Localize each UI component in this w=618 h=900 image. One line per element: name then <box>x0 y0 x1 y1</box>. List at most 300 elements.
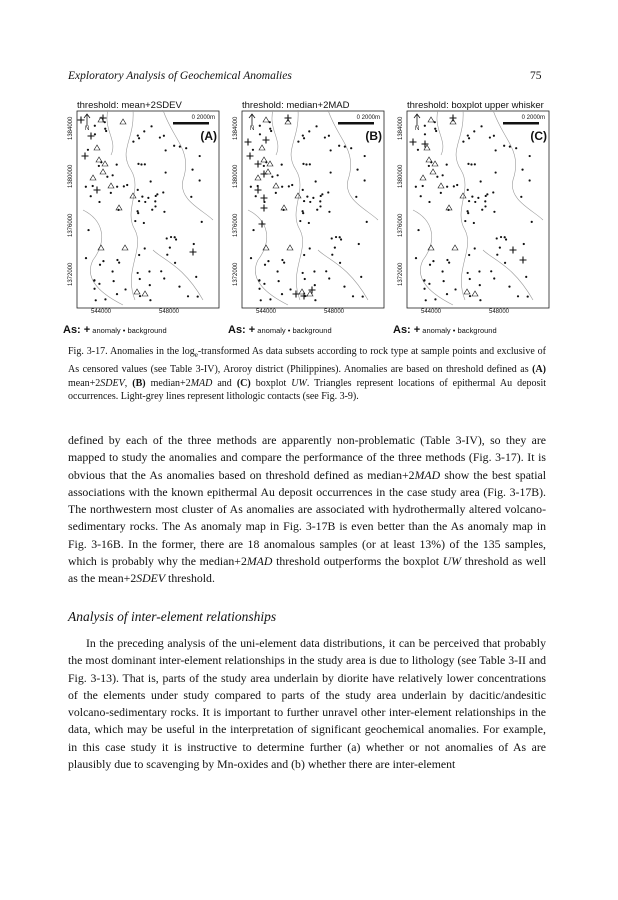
background-sample <box>302 189 304 191</box>
background-sample <box>250 257 252 259</box>
scale-label: 0 2000m <box>356 115 380 121</box>
background-sample <box>469 278 471 280</box>
au-deposit-triangle <box>273 183 279 188</box>
background-sample <box>175 238 177 240</box>
au-deposit-triangle <box>255 175 261 180</box>
figure-3-17 <box>63 100 553 336</box>
background-sample <box>509 145 511 147</box>
background-sample <box>517 295 519 297</box>
map-panel-b <box>228 100 388 336</box>
y-tick-label: 1372000 <box>398 262 404 286</box>
background-sample <box>201 221 203 223</box>
anomaly-cross <box>450 115 457 122</box>
background-sample <box>356 169 358 171</box>
background-sample <box>149 299 151 301</box>
background-sample <box>340 238 342 240</box>
au-deposit-triangle <box>452 245 458 250</box>
lithologic-contact <box>328 110 378 220</box>
au-deposit-triangle <box>263 117 269 122</box>
au-deposit-triangle <box>472 291 478 296</box>
background-sample <box>258 279 260 281</box>
map-frame <box>407 111 549 308</box>
background-sample <box>423 279 425 281</box>
background-sample <box>358 243 360 245</box>
background-sample <box>85 186 87 188</box>
background-sample <box>496 254 498 256</box>
background-sample <box>335 236 337 238</box>
background-sample <box>264 264 266 266</box>
body-paragraph-2: In the preceding analysis of the uni-element data distributions, it can be perceived that probably the most dominant inter-element relationships in the study area is due to lithology (see Table 3-II and Fig. 3-13). That is, parts of the study area underlain by diorite have relatively lower concentrations of the elements under study compared to parts of the study area underlain by dacitic/andesitic volcano-sedimentary rocks. It is important to further unravel other inter-element relationships in the data, which may be useful in the interpretation of significant geochemical anomalies. For example, in this case study it is instructive to determine further (a) whether or not anomalies of As are plausibly due to scavenging by Mn-oxides and (b) whether there are inter-element <box>68 636 546 772</box>
background-sample <box>315 180 317 182</box>
background-sample <box>138 254 140 256</box>
lithologic-contact <box>318 250 368 300</box>
background-sample <box>436 176 438 178</box>
background-sample <box>156 193 158 195</box>
background-sample <box>469 295 471 297</box>
anomaly-cross <box>520 257 527 264</box>
y-tick-label: 1376000 <box>68 213 74 237</box>
background-sample <box>523 243 525 245</box>
legend-background: background <box>127 326 167 335</box>
panel-letter: (B) <box>365 129 382 143</box>
background-sample <box>166 254 168 256</box>
background-sample <box>454 288 456 290</box>
background-sample <box>527 295 529 297</box>
au-deposit-triangle <box>122 245 128 250</box>
y-tick-label: 1384000 <box>233 116 239 140</box>
background-sample <box>364 179 366 181</box>
x-tick-label: 548000 <box>489 309 510 315</box>
au-deposit-triangle <box>295 193 301 198</box>
lithologic-contact <box>272 110 278 155</box>
background-sample <box>187 295 189 297</box>
background-sample <box>343 286 345 288</box>
background-sample <box>99 264 101 266</box>
background-sample <box>331 254 333 256</box>
background-sample <box>113 280 115 282</box>
anomaly-cross <box>190 249 197 256</box>
panel-threshold-label: threshold: boxplot upper whisker <box>407 100 544 111</box>
anomaly-cross <box>88 133 95 140</box>
au-deposit-triangle <box>108 183 114 188</box>
running-header-title: Exploratory Analysis of Geochemical Anomalies <box>68 70 292 82</box>
background-sample <box>87 229 89 231</box>
background-sample <box>94 125 96 127</box>
background-sample <box>309 163 311 165</box>
background-sample <box>364 155 366 157</box>
anomaly-cross <box>285 115 292 122</box>
background-sample <box>446 164 448 166</box>
background-sample <box>141 196 143 198</box>
map-graphic <box>228 100 388 315</box>
background-sample <box>467 134 469 136</box>
background-sample <box>260 299 262 301</box>
background-sample <box>149 284 151 286</box>
background-sample <box>467 189 469 191</box>
background-sample <box>320 195 322 197</box>
background-sample <box>432 260 434 262</box>
background-sample <box>190 196 192 198</box>
background-sample <box>94 133 96 135</box>
map-panel-a <box>63 100 223 336</box>
background-sample <box>173 145 175 147</box>
background-sample <box>165 149 167 151</box>
lithologic-contact <box>483 250 533 300</box>
au-deposit-triangle <box>102 161 108 166</box>
y-tick-label: 1380000 <box>233 164 239 188</box>
background-sample <box>150 180 152 182</box>
background-sample <box>529 155 531 157</box>
background-sample <box>111 270 113 272</box>
north-label: N <box>250 126 255 132</box>
background-sample <box>302 212 304 214</box>
anomaly-cross <box>100 115 107 122</box>
panel-threshold-label: threshold: median+2MAD <box>242 100 350 111</box>
map-graphic <box>63 100 223 315</box>
background-sample <box>470 163 472 165</box>
background-sample <box>124 288 126 290</box>
background-sample <box>467 163 469 165</box>
background-sample <box>328 277 330 279</box>
map-legend <box>228 320 388 338</box>
background-sample <box>339 262 341 264</box>
panel-letter: (C) <box>530 129 547 143</box>
background-sample <box>304 278 306 280</box>
background-sample <box>151 209 153 211</box>
background-sample <box>493 135 495 137</box>
background-sample <box>281 186 283 188</box>
map-graphic <box>393 100 553 315</box>
anomaly-cross <box>510 247 517 254</box>
background-sample <box>289 288 291 290</box>
lithologic-contact <box>493 110 543 220</box>
background-sample <box>315 125 317 127</box>
background-sample <box>328 211 330 213</box>
background-sample <box>263 283 265 285</box>
background-sample <box>467 212 469 214</box>
background-sample <box>303 254 305 256</box>
background-sample <box>134 220 136 222</box>
background-sample <box>489 136 491 138</box>
background-sample <box>520 196 522 198</box>
background-sample <box>163 135 165 137</box>
au-deposit-triangle <box>130 193 136 198</box>
background-sample <box>137 212 139 214</box>
background-sample <box>191 169 193 171</box>
background-sample <box>301 210 303 212</box>
background-sample <box>429 264 431 266</box>
x-tick-label: 548000 <box>324 309 345 315</box>
background-sample <box>360 276 362 278</box>
y-tick-label: 1376000 <box>233 213 239 237</box>
lithologic-contact <box>291 110 303 300</box>
background-sample <box>281 293 283 295</box>
background-sample <box>258 288 260 290</box>
background-sample <box>116 293 118 295</box>
background-sample <box>138 137 140 139</box>
background-sample <box>85 257 87 259</box>
anomaly-cross <box>410 139 417 146</box>
background-sample <box>305 163 307 165</box>
legend-anomaly: anomaly • <box>420 326 458 335</box>
background-sample <box>468 200 470 202</box>
lithologic-contact <box>413 210 453 305</box>
au-deposit-triangle <box>259 145 265 150</box>
anomaly-cross <box>301 293 308 300</box>
background-sample <box>485 195 487 197</box>
background-sample <box>316 209 318 211</box>
x-tick-label: 548000 <box>159 309 180 315</box>
scale-bar <box>173 122 209 125</box>
background-sample <box>464 220 466 222</box>
background-sample <box>319 200 321 202</box>
au-deposit-triangle <box>94 145 100 150</box>
au-deposit-triangle <box>265 169 271 174</box>
scale-bar <box>338 122 374 125</box>
background-sample <box>137 134 139 136</box>
map-legend <box>393 320 553 338</box>
background-sample <box>147 197 149 199</box>
x-tick-label: 544000 <box>91 309 112 315</box>
background-sample <box>474 163 476 165</box>
background-sample <box>479 299 481 301</box>
background-sample <box>448 262 450 264</box>
y-tick-label: 1380000 <box>68 164 74 188</box>
background-sample <box>350 147 352 149</box>
au-deposit-triangle <box>432 161 438 166</box>
background-sample <box>148 270 150 272</box>
background-sample <box>417 229 419 231</box>
background-sample <box>314 299 316 301</box>
background-sample <box>321 193 323 195</box>
background-sample <box>199 179 201 181</box>
background-sample <box>143 222 145 224</box>
background-sample <box>425 299 427 301</box>
background-sample <box>95 299 97 301</box>
anomaly-cross <box>245 139 252 146</box>
background-sample <box>140 163 142 165</box>
background-sample <box>193 243 195 245</box>
background-sample <box>529 179 531 181</box>
background-sample <box>104 128 106 130</box>
lithologic-contact <box>107 110 113 155</box>
background-sample <box>446 259 448 261</box>
y-tick-label: 1372000 <box>233 262 239 286</box>
figure-caption: Fig. 3-17. Anomalies in the $\log_e$-transformed As data subsets according to rock type at sample points and exclusive of As censored values (see Table 3-IV), Aroroy district (Philippines). Anomalies are based on threshold defined as (A) mean+2SDEV, (B) median+2MAD and (C) boxplot UW. Triangles represent locations of epithermal Au deposit occurrences. Light-grey lines represent lithologic contacts (see Fig. 3-9). <box>68 346 546 403</box>
background-sample <box>440 192 442 194</box>
page-number: 75 <box>530 70 542 82</box>
background-sample <box>302 163 304 165</box>
background-sample <box>136 210 138 212</box>
background-sample <box>480 180 482 182</box>
background-sample <box>105 130 107 132</box>
background-sample <box>415 257 417 259</box>
background-sample <box>344 145 346 147</box>
legend-element: As: + <box>228 324 256 336</box>
au-deposit-triangle <box>100 169 106 174</box>
background-sample <box>484 205 486 207</box>
scale-label: 0 2000m <box>191 115 215 121</box>
background-sample <box>263 165 265 167</box>
y-tick-label: 1384000 <box>398 116 404 140</box>
background-sample <box>478 270 480 272</box>
background-sample <box>163 277 165 279</box>
background-sample <box>98 201 100 203</box>
background-sample <box>435 130 437 132</box>
background-sample <box>453 185 455 187</box>
background-sample <box>339 236 341 238</box>
background-sample <box>434 128 436 130</box>
background-sample <box>479 284 481 286</box>
north-arrow-icon <box>84 114 90 126</box>
background-sample <box>446 186 448 188</box>
panel-letter: (A) <box>200 129 217 143</box>
map-frame <box>242 111 384 308</box>
background-sample <box>352 295 354 297</box>
background-sample <box>493 277 495 279</box>
background-sample <box>481 209 483 211</box>
background-sample <box>116 186 118 188</box>
au-deposit-triangle <box>430 169 436 174</box>
x-tick-label: 544000 <box>421 309 442 315</box>
background-sample <box>137 189 139 191</box>
body-paragraph-1: defined by each of the three methods are apparently non-problematic (Table 3-IV), so they are mapped to study the anomalies and compare the performance of the three methods (Fig. 3-17). It is obvious that the As anomalies based on threshold defined as median+2MAD show the best spatial associations with the known epithermal Au deposit occurrences in the case study area (Fig. 3-17B). The northwestern most cluster of As anomalies are associated with hydrothermally altered volcano-sedimentary rocks. The As anomaly map in Fig. 3-17B is even better than the As anomaly map in Fig. 3-16B. In the former, there are 18 anomalous samples (or at least 13%) of the 135 samples, which is probably why the median+2MAD threshold outperforms the boxplot UW threshold as well as the mean+2SDEV threshold. <box>68 433 547 586</box>
background-sample <box>252 229 254 231</box>
y-tick-label: 1380000 <box>398 164 404 188</box>
background-sample <box>420 195 422 197</box>
au-deposit-triangle <box>134 289 140 294</box>
lithologic-contact <box>83 210 123 305</box>
background-sample <box>434 298 436 300</box>
au-deposit-triangle <box>438 183 444 188</box>
background-sample <box>477 197 479 199</box>
background-sample <box>424 125 426 127</box>
background-sample <box>442 174 444 176</box>
anomaly-cross <box>94 187 101 194</box>
background-sample <box>504 262 506 264</box>
background-sample <box>106 176 108 178</box>
au-deposit-triangle <box>464 289 470 294</box>
x-tick-label: 544000 <box>256 309 277 315</box>
legend-element: As: + <box>63 324 91 336</box>
anomaly-cross <box>422 141 429 148</box>
background-sample <box>278 280 280 282</box>
background-sample <box>270 130 272 132</box>
background-sample <box>473 222 475 224</box>
background-sample <box>269 298 271 300</box>
background-sample <box>87 149 89 151</box>
lithologic-contact <box>437 110 443 155</box>
background-sample <box>314 284 316 286</box>
background-sample <box>319 205 321 207</box>
background-sample <box>428 283 430 285</box>
background-sample <box>159 136 161 138</box>
background-sample <box>525 276 527 278</box>
background-sample <box>178 286 180 288</box>
map-legend <box>63 320 223 338</box>
au-deposit-triangle <box>460 193 466 198</box>
background-sample <box>165 171 167 173</box>
background-sample <box>197 295 199 297</box>
legend-background: background <box>292 326 332 335</box>
background-sample <box>462 141 464 143</box>
y-tick-label: 1384000 <box>68 116 74 140</box>
background-sample <box>309 247 311 249</box>
legend-background: background <box>457 326 497 335</box>
background-sample <box>423 288 425 290</box>
background-sample <box>255 195 257 197</box>
background-sample <box>259 133 261 135</box>
background-sample <box>118 262 120 264</box>
au-deposit-triangle <box>98 245 104 250</box>
background-sample <box>179 145 181 147</box>
background-sample <box>110 192 112 194</box>
background-sample <box>169 246 171 248</box>
background-sample <box>328 135 330 137</box>
north-arrow-icon <box>414 114 420 126</box>
background-sample <box>446 293 448 295</box>
background-sample <box>334 246 336 248</box>
background-sample <box>170 236 172 238</box>
background-sample <box>474 247 476 249</box>
background-sample <box>144 201 146 203</box>
au-deposit-triangle <box>428 245 434 250</box>
scale-bar <box>503 122 539 125</box>
background-sample <box>269 128 271 130</box>
background-sample <box>473 130 475 132</box>
background-sample <box>195 276 197 278</box>
background-sample <box>250 186 252 188</box>
background-sample <box>98 165 100 167</box>
background-sample <box>331 237 333 239</box>
au-deposit-triangle <box>263 245 269 250</box>
background-sample <box>291 184 293 186</box>
background-sample <box>166 237 168 239</box>
background-sample <box>306 196 308 198</box>
background-sample <box>495 171 497 173</box>
background-sample <box>471 196 473 198</box>
background-sample <box>163 211 165 213</box>
background-sample <box>174 236 176 238</box>
background-sample <box>492 191 494 193</box>
map-panel-c <box>393 100 553 336</box>
lithologic-contact <box>126 110 138 300</box>
lithologic-contact <box>163 110 213 220</box>
background-sample <box>137 163 139 165</box>
background-sample <box>93 279 95 281</box>
background-sample <box>267 260 269 262</box>
background-sample <box>139 295 141 297</box>
background-sample <box>474 201 476 203</box>
background-sample <box>277 174 279 176</box>
background-sample <box>330 171 332 173</box>
background-sample <box>486 193 488 195</box>
north-label: N <box>85 126 90 132</box>
anomaly-cross <box>255 187 262 194</box>
background-sample <box>338 145 340 147</box>
background-sample <box>137 272 139 274</box>
background-sample <box>504 236 506 238</box>
background-sample <box>415 186 417 188</box>
background-sample <box>271 176 273 178</box>
background-sample <box>480 125 482 127</box>
background-sample <box>102 260 104 262</box>
background-sample <box>366 221 368 223</box>
background-sample <box>98 283 100 285</box>
background-sample <box>150 125 152 127</box>
panel-threshold-label: threshold: mean+2SDEV <box>77 100 182 111</box>
background-sample <box>116 164 118 166</box>
